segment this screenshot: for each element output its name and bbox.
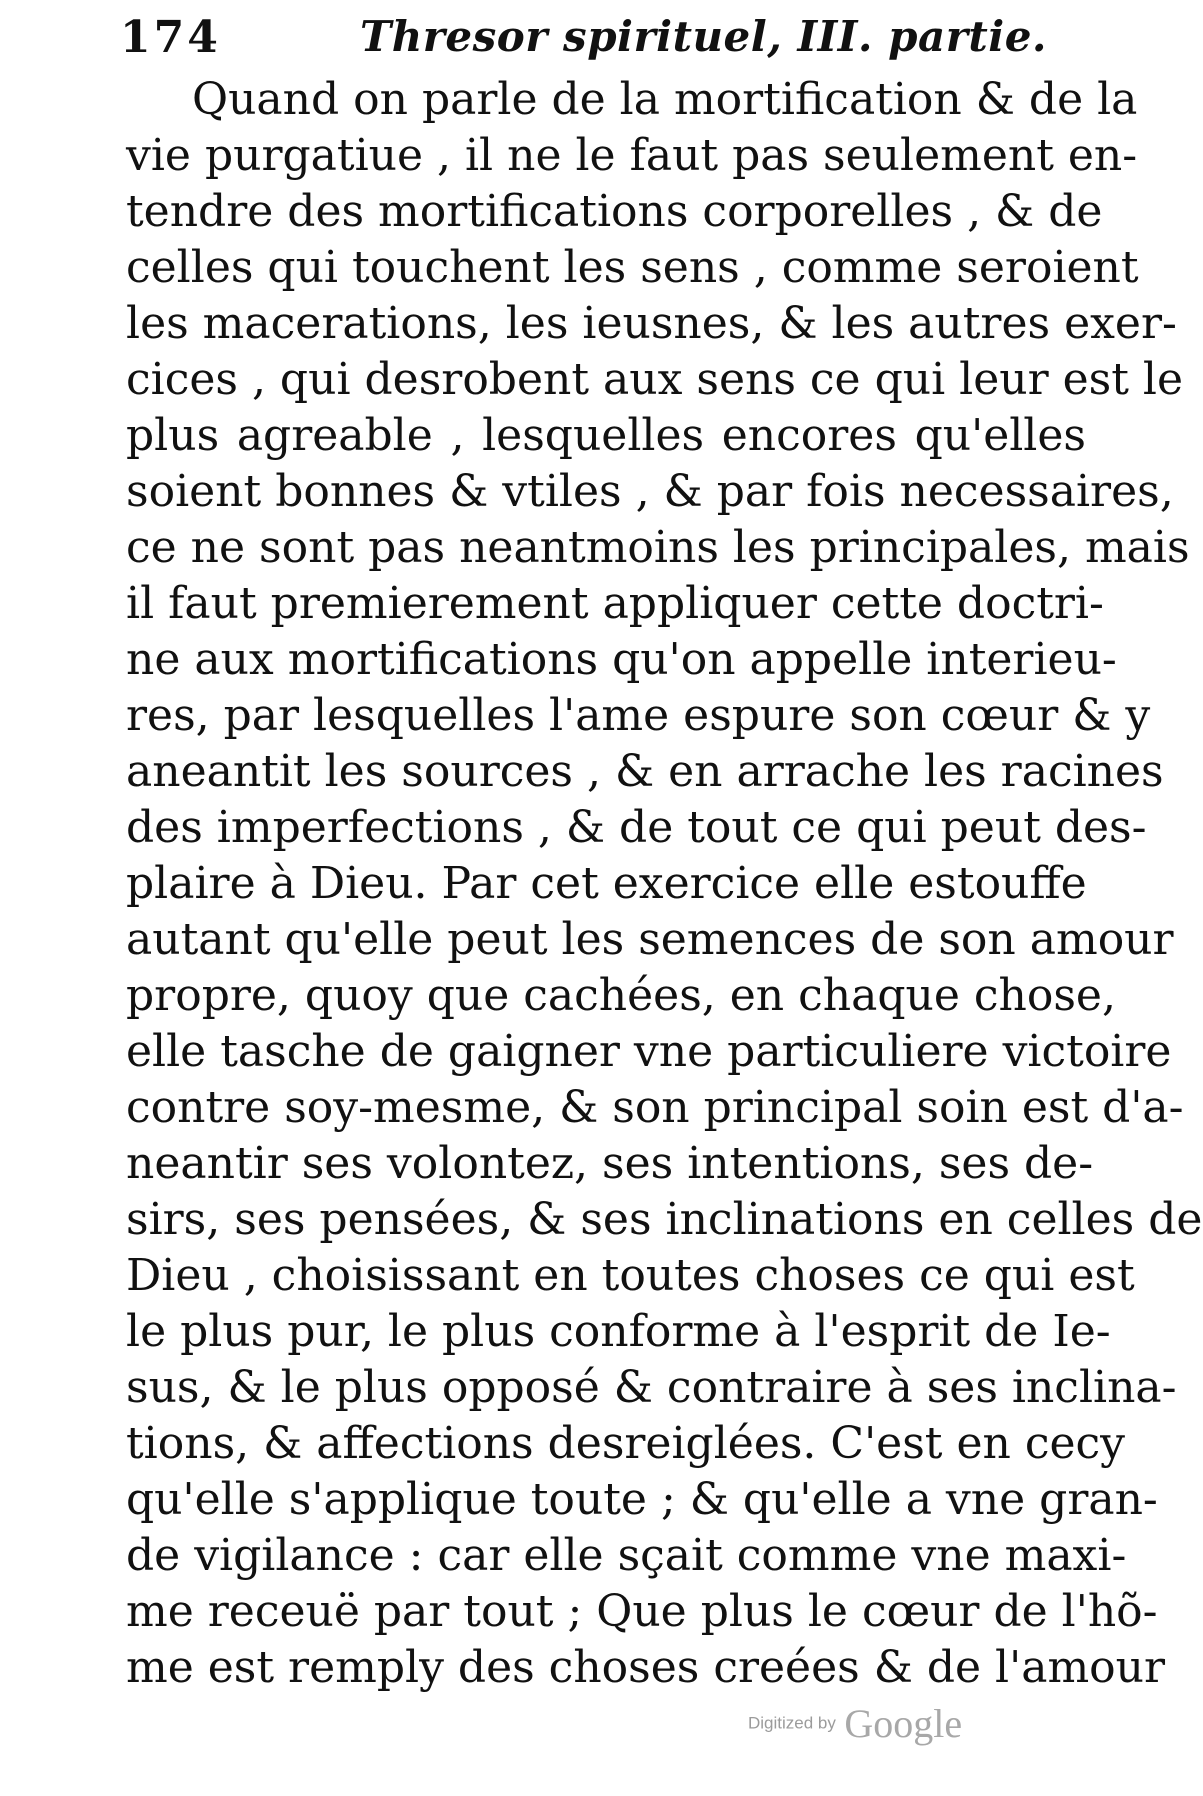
- text-line: il faut premierement appliquer cette doctri-: [126, 578, 1104, 629]
- text-line: neantir ses volontez, ses intentions, ses de-: [126, 1138, 1094, 1189]
- text-line: plus agreable , lesquelles encores qu'elles: [126, 410, 1086, 461]
- text-line: soient bonnes & vtiles , & par fois necessaires,: [126, 466, 1174, 517]
- text-line: propre, quoy que cachées, en chaque chose,: [126, 970, 1116, 1021]
- text-line: celles qui touchent les sens , comme seroient: [126, 242, 1139, 293]
- text-line: sirs, ses pensées, & ses inclinations en celles de: [126, 1194, 1203, 1245]
- text-line: le plus pur, le plus conforme à l'esprit de Ie-: [126, 1306, 1111, 1357]
- body-text: [126, 72, 1203, 1696]
- text-line: sus, & le plus opposé & contraire à ses inclina-: [126, 1362, 1177, 1413]
- text-line: des imperfections , & de tout ce qui peut des-: [126, 802, 1147, 853]
- text-line: Quand on parle de la mortification & de la: [192, 74, 1138, 125]
- text-line: Dieu , choisissant en toutes choses ce qui est: [126, 1250, 1135, 1301]
- digitized-watermark: [748, 1700, 962, 1760]
- text-line: me est remply des choses creées & de l'amour: [126, 1642, 1166, 1693]
- text-line: ne aux mortifications qu'on appelle interieu-: [126, 634, 1117, 685]
- page-number: 174: [120, 12, 221, 63]
- text-line: tions, & affections desreiglées. C'est en cecy: [126, 1418, 1126, 1469]
- running-title: Thresor spirituel, III. partie.: [360, 12, 1048, 61]
- text-line: ce ne sont pas neantmoins les principales, mais: [126, 522, 1190, 573]
- text-line: plaire à Dieu. Par cet exercice elle estouffe: [126, 858, 1087, 909]
- text-line: aneantit les sources , & en arrache les racines: [126, 746, 1164, 797]
- text-line: res, par lesquelles l'ame espure son cœur & y: [126, 690, 1151, 741]
- text-line: cices , qui desrobent aux sens ce qui leur est le: [126, 354, 1184, 405]
- text-line: contre soy-mesme, & son principal soin est d'a-: [126, 1082, 1184, 1133]
- text-line: elle tasche de gaigner vne particuliere victoire: [126, 1026, 1172, 1077]
- text-line: de vigilance : car elle sçait comme vne maxi-: [126, 1530, 1127, 1581]
- text-line: tendre des mortifications corporelles , & de: [126, 186, 1103, 237]
- text-line: vie purgatiue , il ne le faut pas seulement en-: [126, 130, 1138, 181]
- watermark-prefix: Digitized by: [748, 1713, 836, 1733]
- text-line: qu'elle s'applique toute ; & qu'elle a vne gran-: [126, 1474, 1158, 1525]
- text-line: les macerations, les ieusnes, & les autres exer-: [126, 298, 1177, 349]
- page-header: [120, 12, 1080, 74]
- watermark-brand: Google: [844, 1701, 963, 1746]
- text-line: me receuë par tout ; Que plus le cœur de l'hõ-: [126, 1586, 1158, 1637]
- text-line: autant qu'elle peut les semences de son amour: [126, 914, 1174, 965]
